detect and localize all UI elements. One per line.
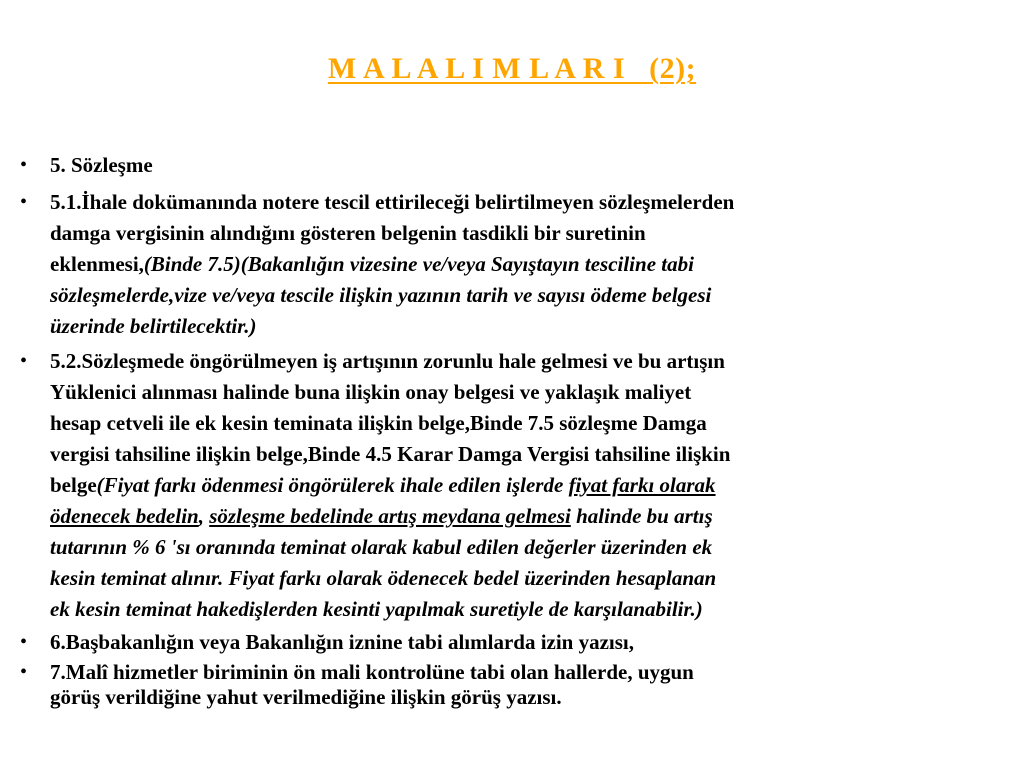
bullet-text-italic: (Fiyat farkı ödenmesi öngörülerek ihale edilen işlerde	[96, 473, 569, 497]
bullet-text-normal: belge	[50, 473, 97, 497]
bullet-text: 6.Başbakanlığın veya Bakanlığın iznine tabi alımlarda izin yazısı,	[50, 630, 635, 654]
bullet-item-5-2	[20, 346, 1010, 625]
slide-title: M A L A L I M L A R I (2);	[327, 52, 697, 85]
bullet-line-italic: kesin teminat alınır. Fiyat farkı olarak ödenecek bedel üzerinden hesaplanan	[50, 566, 717, 590]
bullet-line	[50, 470, 1010, 501]
underlined-text: sözleşme bedelinde artış meydana gelmesi	[209, 504, 571, 528]
bullet-list	[20, 150, 1010, 710]
bullet-line-italic	[50, 501, 1010, 532]
bullet-text-italic: (Binde 7.5)(Bakanlığın vizesine ve/veya Sayıştayın tesciline tabi	[143, 252, 694, 276]
bullet-icon: •	[20, 350, 28, 372]
bullet-item-7	[20, 660, 1010, 710]
bullet-line: hesap cetveli ile ek kesin teminata ilişkin belge,Binde 7.5 sözleşme Damga	[50, 411, 707, 435]
bullet-item-contract	[20, 150, 1010, 181]
underlined-text: fiyat farkı olarak	[568, 473, 716, 497]
bullet-icon: •	[20, 661, 28, 683]
bullet-line: 7.Malî hizmetler biriminin ön mali kontrolüne tabi olan hallerde, uygun	[50, 660, 694, 684]
bullet-item-6	[20, 627, 1010, 658]
bullet-text: 5. Sözleşme	[50, 153, 153, 177]
separator-text: ,	[198, 504, 210, 528]
bullet-item-5-1	[20, 187, 1010, 342]
bullet-text-italic: halinde bu artış	[570, 504, 713, 528]
bullet-text-normal: eklenmesi,	[50, 252, 144, 276]
bullet-line: damga vergisinin alındığını gösteren belgenin tasdikli bir suretinin	[50, 221, 646, 245]
bullet-line-italic: tutarının % 6 'sı oranında teminat olarak kabul edilen değerler üzerinden ek	[50, 535, 713, 559]
bullet-line: vergisi tahsiline ilişkin belge,Binde 4.5 Karar Damga Vergisi tahsiline ilişkin	[50, 442, 731, 466]
underlined-text: ödenecek bedelin	[50, 504, 199, 528]
bullet-line-italic: ek kesin teminat hakedişlerden kesinti yapılmak suretiyle de karşılanabilir.)	[50, 597, 703, 621]
bullet-icon: •	[20, 154, 28, 176]
bullet-line	[50, 249, 1010, 280]
bullet-line: görüş verildiğine yahut verilmediğine ilişkin görüş yazısı.	[50, 685, 562, 709]
bullet-line-italic: üzerinde belirtilecektir.)	[50, 314, 257, 338]
bullet-icon: •	[20, 191, 28, 213]
bullet-line: 5.2.Sözleşmede öngörülmeyen iş artışının zorunlu hale gelmesi ve bu artışın	[50, 349, 725, 373]
bullet-line: Yüklenici alınması halinde buna ilişkin onay belgesi ve yaklaşık maliyet	[50, 380, 692, 404]
bullet-line: 5.1.İhale dokümanında notere tescil ettirileceği belirtilmeyen sözleşmelerden	[50, 190, 735, 214]
bullet-line-italic: sözleşmelerde,vize ve/veya tescile ilişkin yazının tarih ve sayısı ödeme belgesi	[50, 283, 712, 307]
bullet-icon: •	[20, 631, 28, 653]
